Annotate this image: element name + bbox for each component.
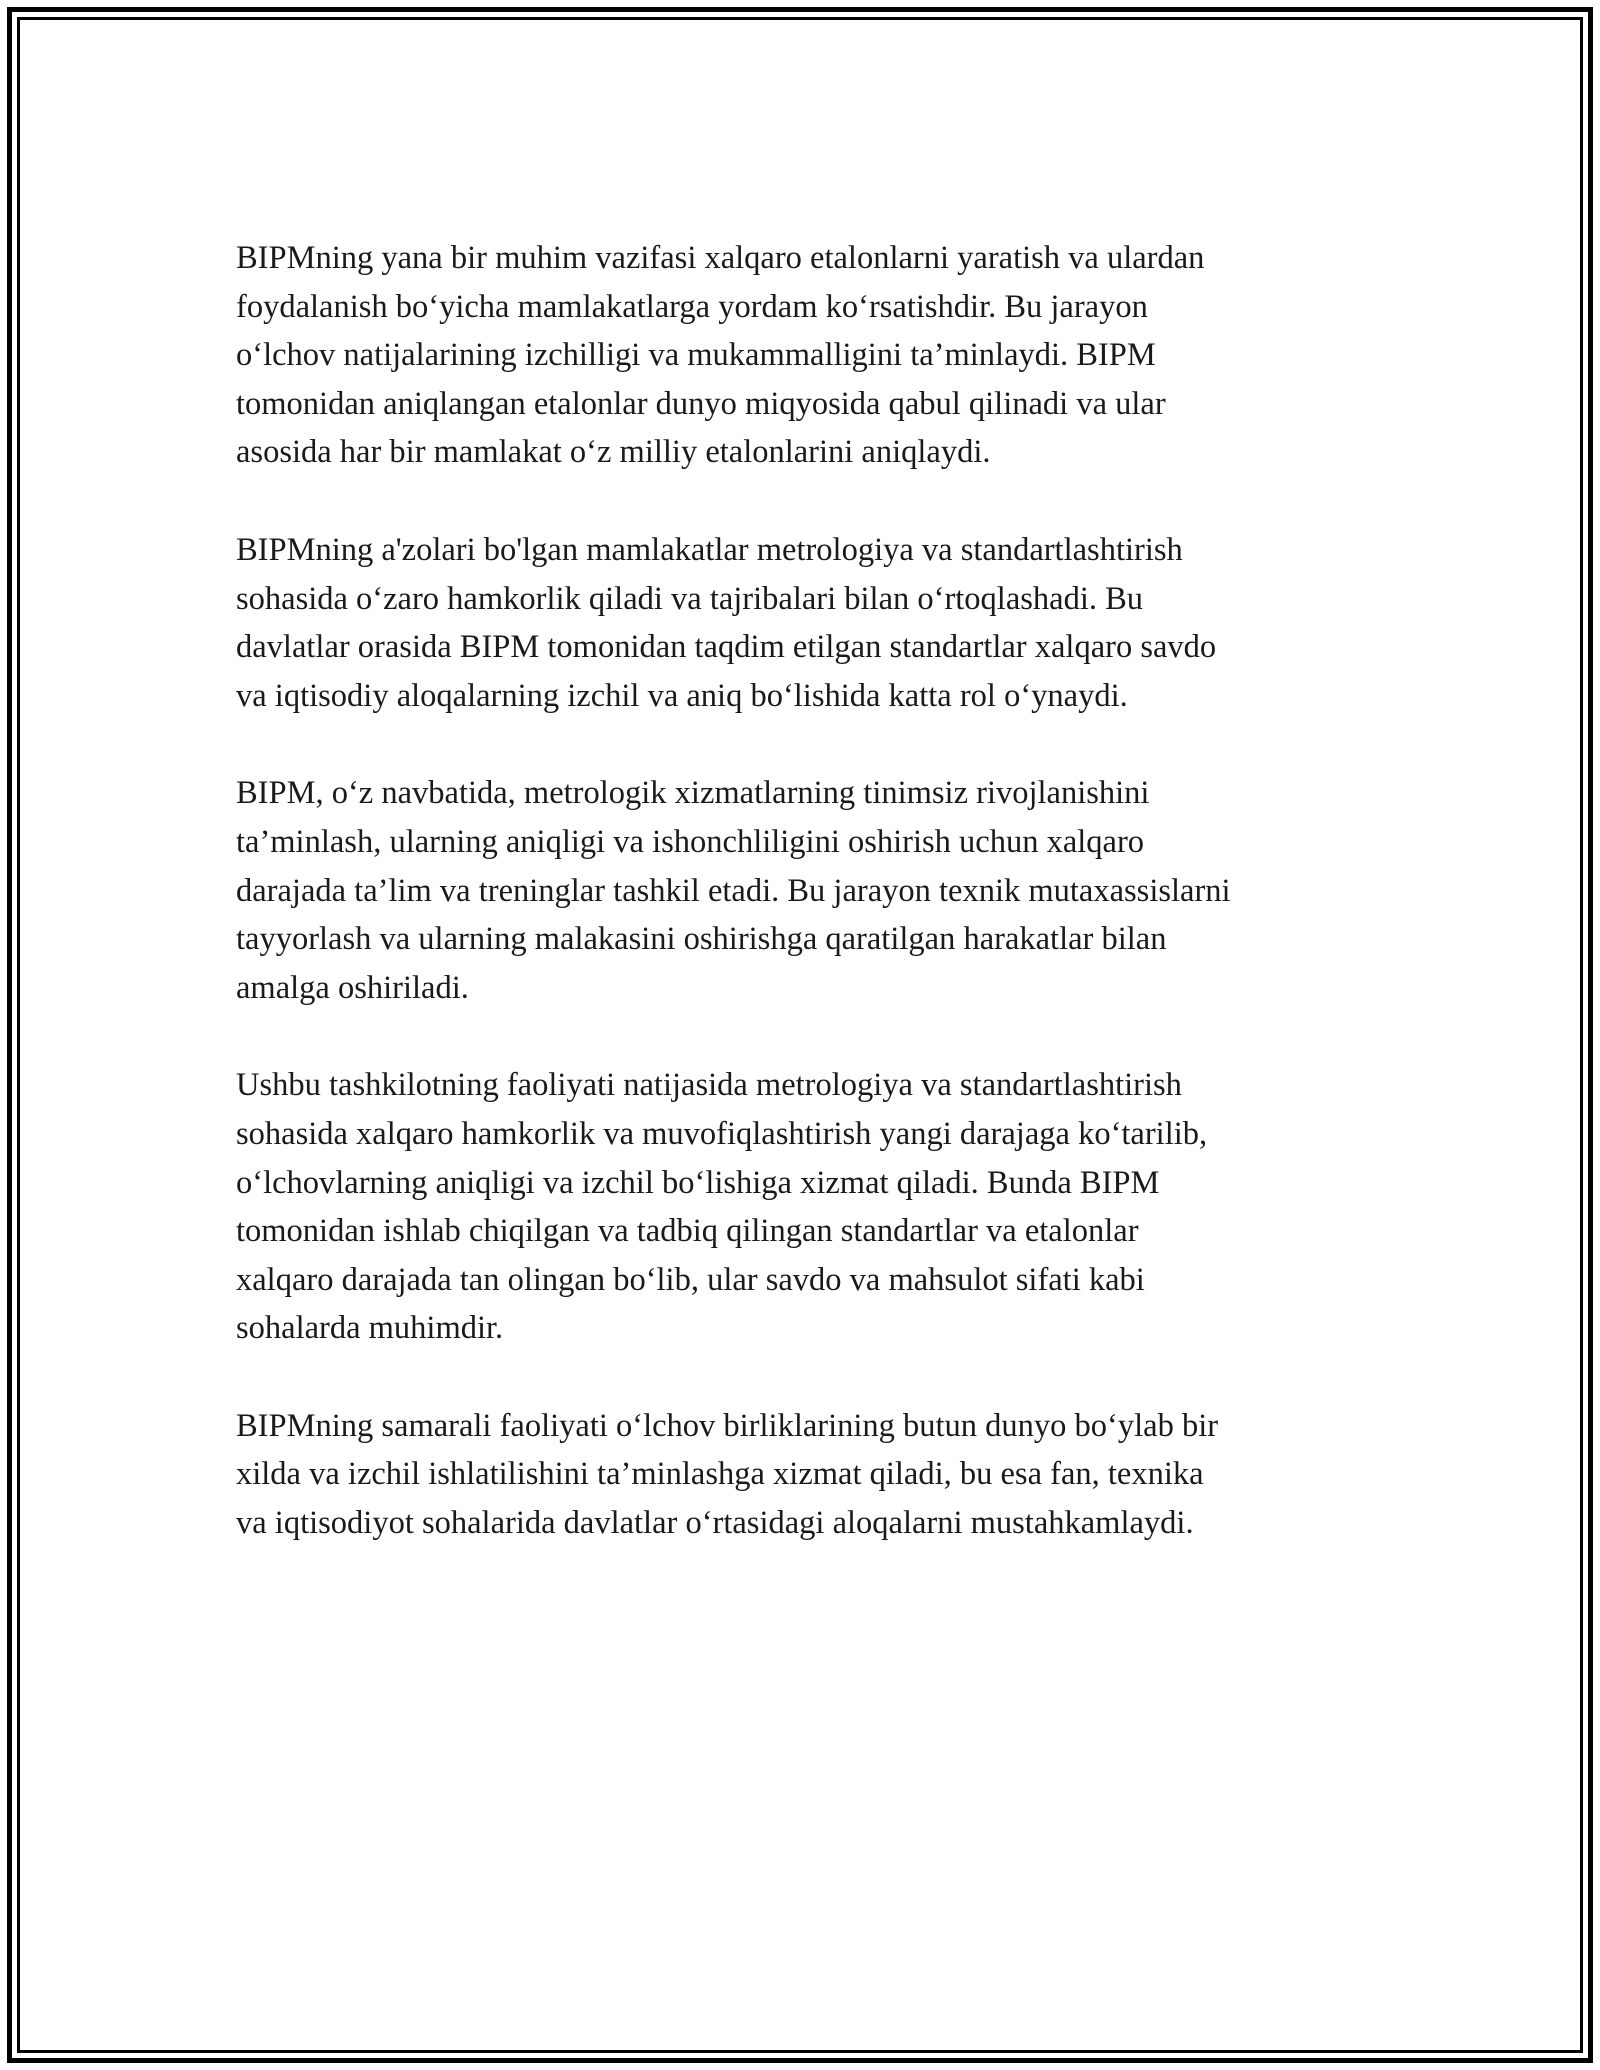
text-line: tayyorlash va ularning malakasini oshirishga qaratilgan harakatlar bilan [236,921,1167,958]
text-line: darajada ta’lim va treninglar tashkil etadi. Bu jarayon texnik mutaxassislarni [236,872,1231,909]
text-line: BIPM, o‘z navbatida, metrologik xizmatlarning tinimsiz rivojlanishini [236,775,1150,812]
text-line: foydalanish bo‘yicha mamlakatlarga yordam ko‘rsatishdir. Bu jarayon [236,288,1148,325]
text-line: sohasida o‘zaro hamkorlik qiladi va tajribalari bilan o‘rtoqlashadi. Bu [236,580,1144,617]
text-line: xilda va izchil ishlatilishini ta’minlashga xizmat qiladi, bu esa fan, texnika [236,1456,1204,1493]
text-line: o‘lchovlarning aniqligi va izchil bo‘lishiga xizmat qiladi. Bunda BIPM [236,1164,1160,1201]
text-line: sohasida xalqaro hamkorlik va muvofiqlashtirish yangi darajaga ko‘tarilib, [236,1115,1208,1152]
text-line: o‘lchov natijalarining izchilligi va mukammalligini ta’minlaydi. BIPM [236,337,1156,374]
text-line: va iqtisodiyot sohalarida davlatlar o‘rtasidagi aloqalarni mustahkamlaydi. [236,1505,1194,1542]
text-line: davlatlar orasida BIPM tomonidan taqdim etilgan standartlar xalqaro savdo [236,629,1217,666]
paragraph-2 [236,526,1376,720]
text-line: sohalarda muhimdir. [236,1310,504,1347]
text-line: amalga oshiriladi. [236,969,469,1006]
text-line: BIPMning samarali faoliyati o‘lchov birliklarining butun dunyo bo‘ylab bir [236,1407,1219,1444]
paragraph-4 [236,1061,1376,1353]
text-line: va iqtisodiy aloqalarning izchil va aniq bo‘lishida katta rol o‘ynaydi. [236,677,1128,714]
paragraph-1 [236,234,1376,477]
text-line: Ushbu tashkilotning faoliyati natijasida metrologiya va standartlashtirish [236,1067,1182,1104]
paragraph-5 [236,1402,1376,1548]
document-body [236,234,1376,1597]
text-line: BIPMning a'zolari bo'lgan mamlakatlar metrologiya va standartlashtirish [236,531,1183,568]
text-line: asosida har bir mamlakat o‘z milliy etalonlarini aniqlaydi. [236,434,991,471]
text-line: xalqaro darajada tan olingan bo‘lib, ular savdo va mahsulot sifati kabi [236,1261,1145,1298]
text-line: ta’minlash, ularning aniqligi va ishonchliligini oshirish uchun xalqaro [236,823,1145,860]
text-line: BIPMning yana bir muhim vazifasi xalqaro etalonlarni yaratish va ulardan [236,240,1205,276]
paragraph-3 [236,769,1376,1012]
text-line: tomonidan ishlab chiqilgan va tadbiq qilingan standartlar va etalonlar [236,1213,1139,1250]
text-line: tomonidan aniqlangan etalonlar dunyo miqyosida qabul qilinadi va ular [236,385,1166,422]
